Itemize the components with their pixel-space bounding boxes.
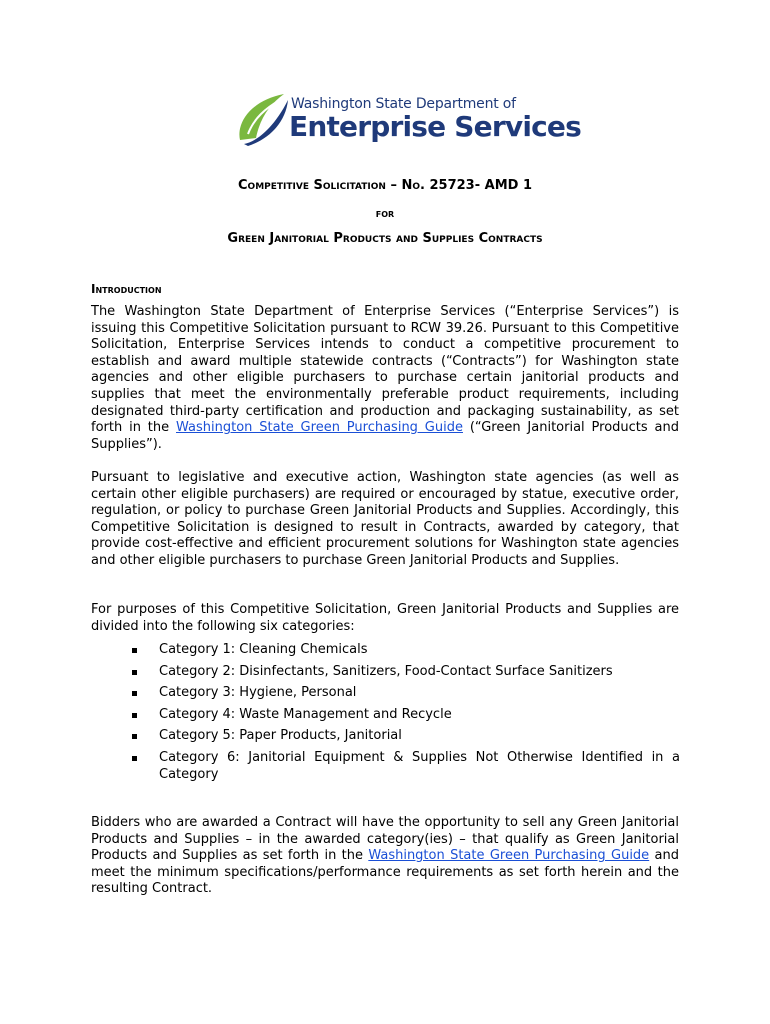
intro-paragraph-1-text: The Washington State Department of Enterprise Services (“Enterprise Services”) is issuing this Competitive Solicitation pursuant to RCW 39.26. Pursuant to this Competitive Solicitation, Enterprise Services intends to conduct a competitive procurement to establish and award multiple statewide contracts (“Contracts”) for Washington state agencies and other eligible purchasers to purchase certain janitorial products and supplies that meet the environmentally preferable product requirements, including designated third-party certification and production and packaging sustainability, as set forth in the: [91, 304, 679, 436]
green-purchasing-guide-link-2[interactable]: Washington State Green Purchasing Guide: [368, 848, 650, 864]
logo-enterprise-services-text: Enterprise Services: [289, 110, 581, 143]
intro-paragraph-2: Pursuant to legislative and executive action, Washington state agencies (as well as certain other eligible purchasers) are required or encouraged by statue, executive order, regulation, or policy to purchase Green Janitorial Products and Supplies. Accordingly, this Competitive Solicitation is designed to result in Contracts, awarded by category, that provide cost-effective and efficient procurement solutions for Washington state agencies and other eligible purchasers to purchase Green Janitorial Products and Supplies.: [91, 470, 679, 568]
category-list: [128, 642, 680, 788]
intro-paragraph-1: [91, 304, 679, 453]
list-item: Category 2: Disinfectants, Sanitizers, Food-Contact Surface Sanitizers: [128, 664, 680, 681]
contracts-title: Green Janitorial Products and Supplies Contracts: [227, 231, 543, 246]
intro-paragraph-4-text: Bidders who are awarded a Contract will have the opportunity to sell any Green Janitorial Products and Supplies – in the awarded category(ies) – that qualify as Green Janitorial Products and Supplies as set forth in the: [91, 815, 679, 864]
intro-paragraph-4-tail: and meet the minimum specifications/performance requirements as set forth herein and the resulting Contract.: [91, 848, 679, 897]
green-purchasing-guide-link[interactable]: Washington State Green Purchasing Guide: [176, 420, 463, 436]
solicitation-title: Competitive Solicitation – No. 25723- AMD 1: [238, 178, 532, 193]
intro-paragraph-4: [91, 815, 679, 898]
leaf-swoosh-icon: [234, 88, 294, 150]
list-item: Category 1: Cleaning Chemicals: [128, 642, 680, 659]
list-item: Category 5: Paper Products, Janitorial: [128, 728, 680, 745]
introduction-heading: Introduction: [91, 282, 162, 296]
intro-paragraph-1-tail: (“Green Janitorial Products and Supplies”).: [91, 420, 680, 452]
des-logo: [234, 88, 581, 150]
list-item: Category 4: Waste Management and Recycle: [128, 707, 680, 724]
list-item: Category 3: Hygiene, Personal: [128, 685, 680, 702]
title-for: for: [375, 207, 395, 220]
list-item: Category 6: Janitorial Equipment & Supplies Not Otherwise Identified in a Category: [128, 750, 680, 783]
intro-paragraph-3: For purposes of this Competitive Solicitation, Green Janitorial Products and Supplies are divided into the following six categories:: [91, 602, 679, 634]
logo-department-text: Washington State Department of: [291, 96, 516, 112]
